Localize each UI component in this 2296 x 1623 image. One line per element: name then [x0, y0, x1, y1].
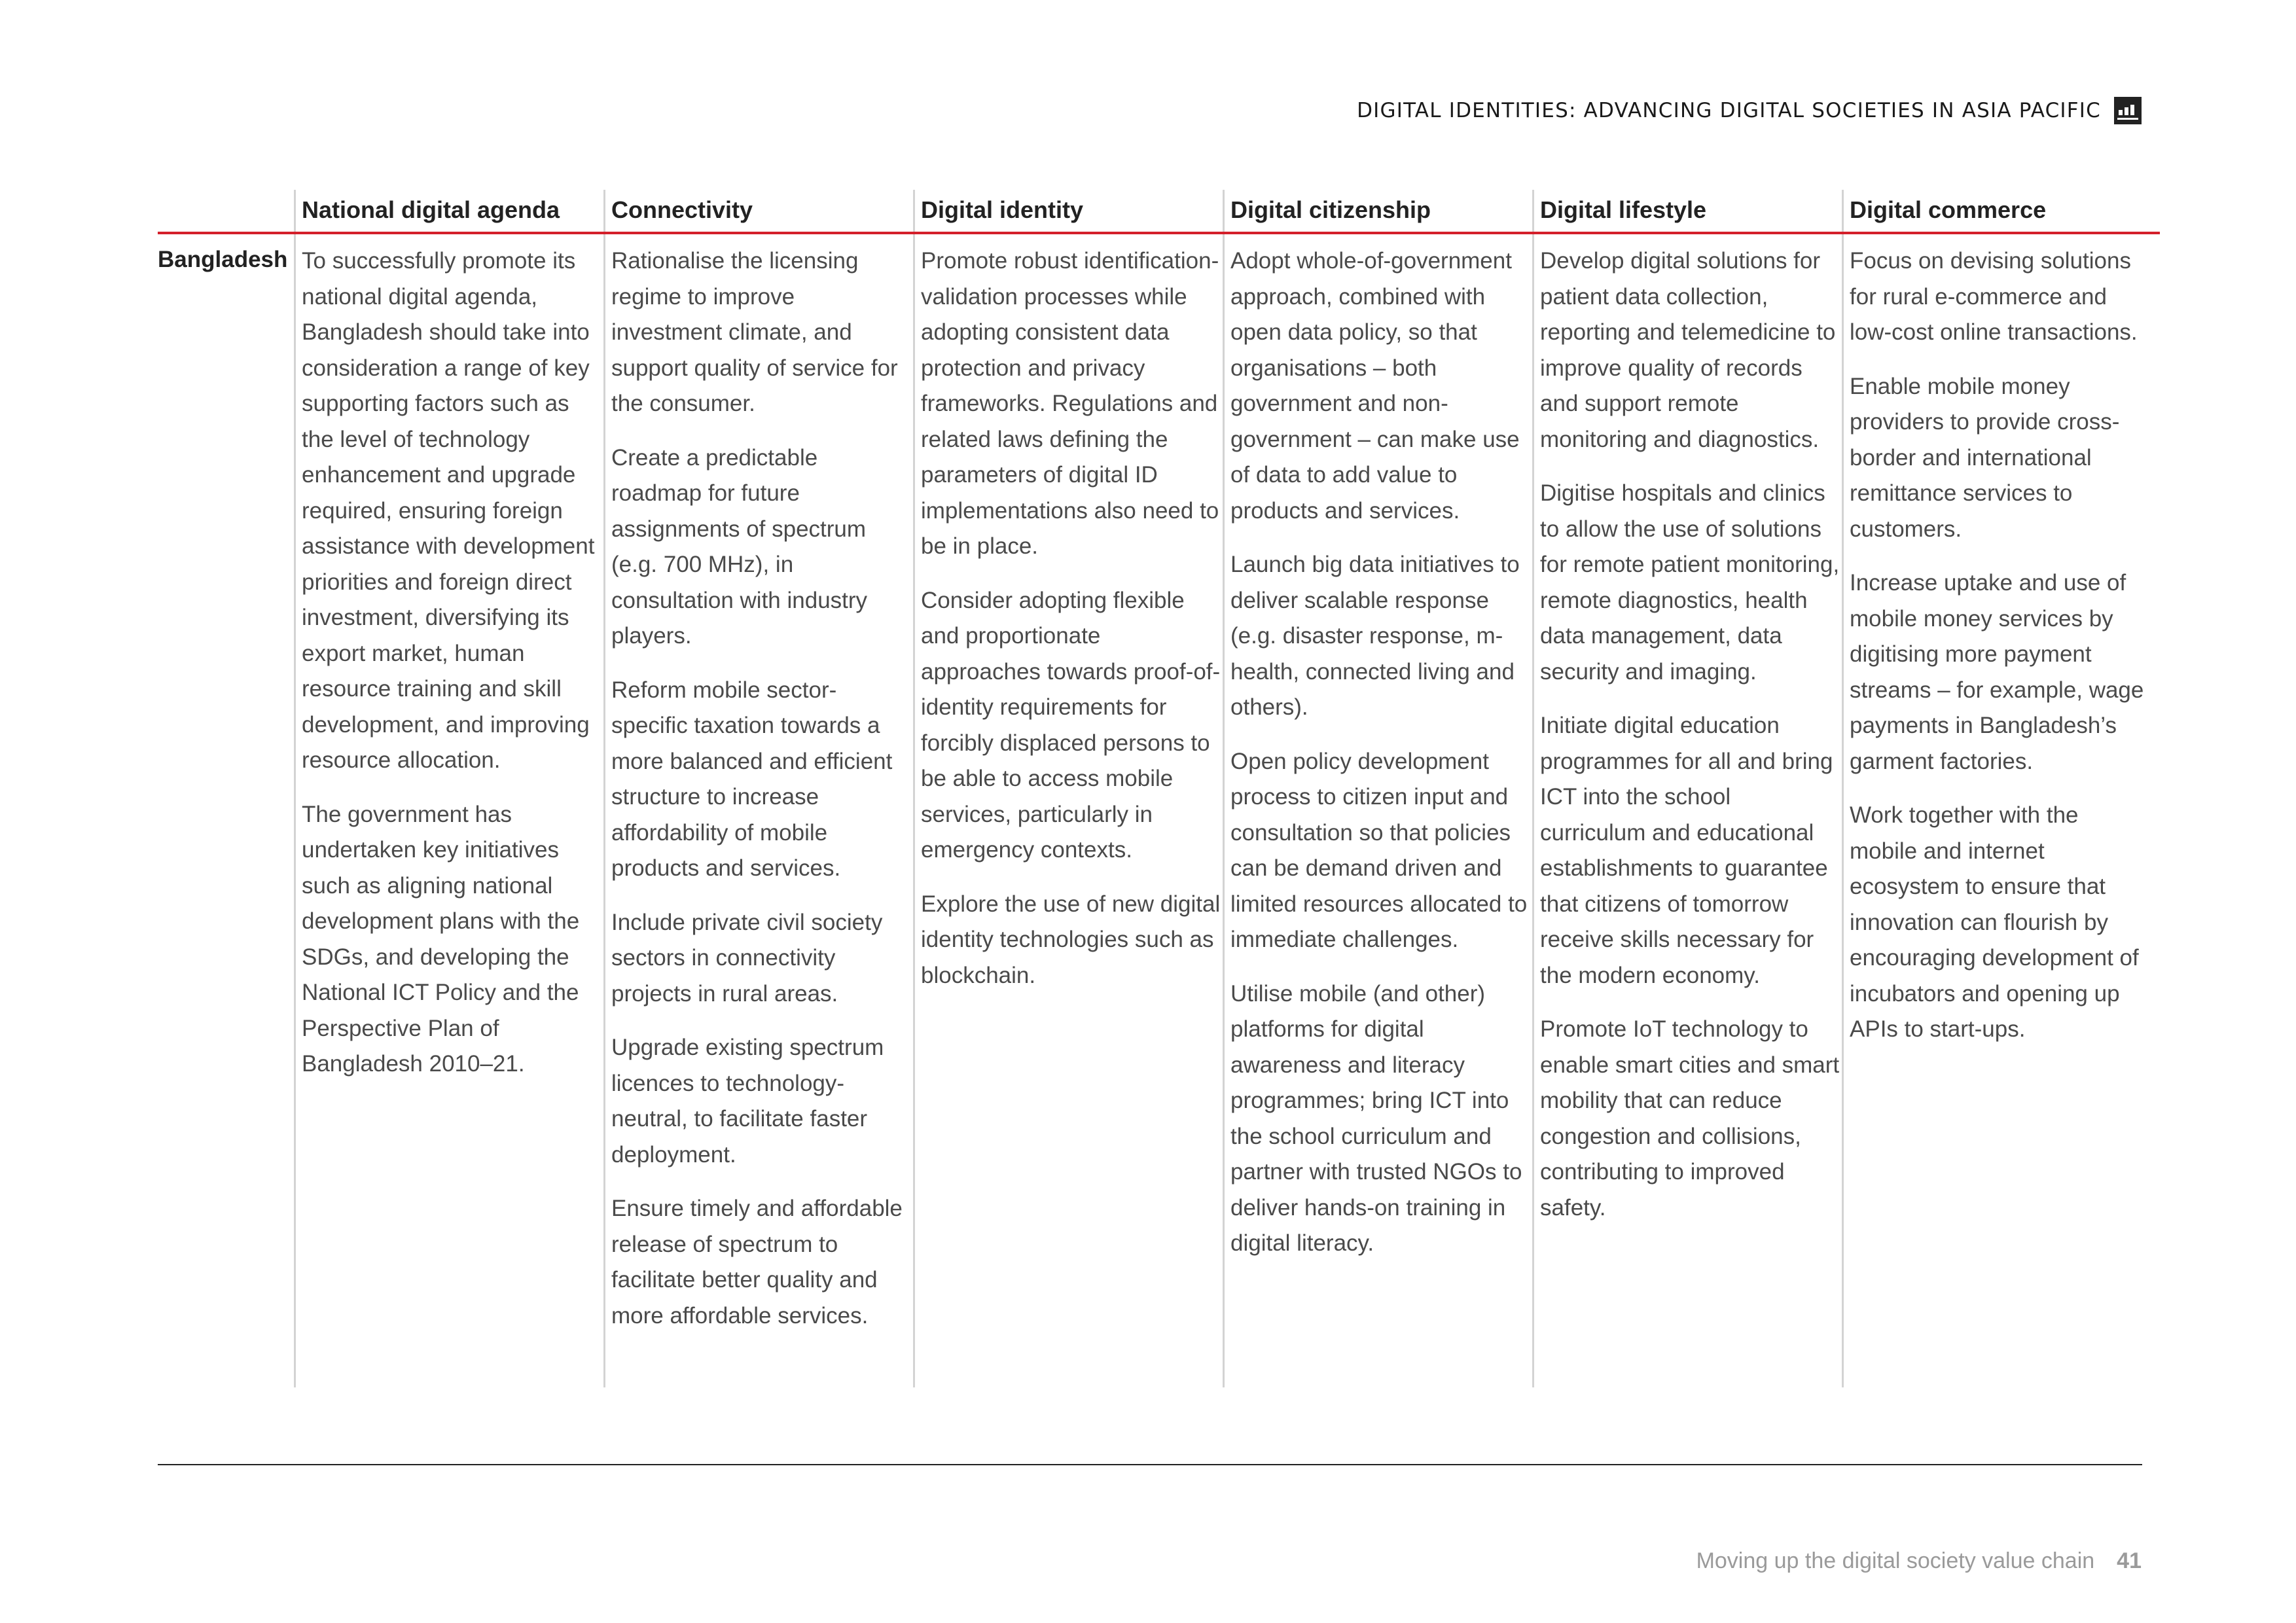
cell-digital-lifestyle — [1540, 243, 1840, 1244]
cell-connectivity — [611, 243, 911, 1352]
footer-section-title: Moving up the digital society value chain — [1696, 1548, 2095, 1573]
column-header-connectivity: Connectivity — [611, 196, 753, 223]
cell-paragraph: Adopt whole-of-government approach, combined with open data policy, so that organisations – both government and non-government – can make use of data to add value to products and services. — [1230, 248, 1520, 524]
page-number: 41 — [2117, 1548, 2142, 1573]
cell-paragraph: Launch big data initiatives to deliver scalable response (e.g. disaster response, m-health, connected living and others). — [1230, 552, 1520, 720]
cell-paragraph: Promote robust identification-validation processes while adopting consistent data protection and privacy frameworks. Regulations and related laws defining the parameters of digital ID implementations also need to be in place. — [921, 248, 1219, 559]
cell-national-digital-agenda — [302, 243, 601, 1101]
column-divider — [1223, 190, 1225, 1387]
cell-paragraph: Upgrade existing spectrum licences to technology-neutral, to facilitate faster deployment. — [611, 1035, 884, 1168]
page-header — [1357, 97, 2142, 124]
cell-paragraph: Reform mobile sector-specific taxation towards a more balanced and efficient structure to increase affordability of mobile products and services. — [611, 677, 893, 881]
column-header-national-digital-agenda: National digital agenda — [302, 196, 560, 223]
document-title: DIGITAL IDENTITIES: ADVANCING DIGITAL SOCIETIES IN ASIA PACIFIC — [1357, 99, 2101, 122]
column-header-digital-identity: Digital identity — [921, 196, 1084, 223]
cell-paragraph: Utilise mobile (and other) platforms for digital awareness and literacy programmes; bring ICT into the school curriculum and partner with trusted NGOs to deliver hands-on training in digital literacy. — [1230, 980, 1522, 1256]
column-divider — [913, 190, 915, 1387]
column-header-digital-lifestyle: Digital lifestyle — [1540, 196, 1707, 223]
cell-paragraph: Initiate digital education programmes for all and bring ICT into the school curriculum and educational establishments to guarantee that citizens of tomorrow receive skills necessary for the modern economy. — [1540, 713, 1833, 988]
cell-paragraph: Consider adopting flexible and proportionate approaches towards proof-of-identity requirements for forcibly displaced persons to be able to access mobile services, particularly in emergency contexts. — [921, 587, 1221, 863]
cell-paragraph: Focus on devising solutions for rural e-commerce and low-cost online transactions. — [1850, 248, 2138, 345]
column-divider — [294, 190, 296, 1387]
column-divider — [1532, 190, 1534, 1387]
gsma-chart-icon — [2114, 97, 2142, 124]
row-label-country: Bangladesh — [158, 247, 288, 272]
cell-paragraph: Explore the use of new digital identity technologies such as blockchain. — [921, 891, 1221, 988]
cell-digital-identity — [921, 243, 1221, 1012]
column-divider — [603, 190, 605, 1387]
cell-paragraph: Digitise hospitals and clinics to allow the use of solutions for remote patient monitoring, remote diagnostics, health data management, data security and imaging. — [1540, 480, 1840, 685]
footer-rule — [158, 1464, 2142, 1465]
cell-digital-citizenship — [1230, 243, 1530, 1280]
cell-paragraph: Increase uptake and use of mobile money services by digitising more payment streams – for example, wage payments in Bangladesh’s garment factories. — [1850, 570, 2144, 774]
cell-paragraph: Enable mobile money providers to provide cross-border and international remittance services to customers. — [1850, 373, 2120, 542]
cell-paragraph: The government has undertaken key initiatives such as aligning national development plans with the SDGs, and developing the National ICT Policy and the Perspective Plan of Bangladesh 2010–21. — [302, 801, 580, 1077]
column-header-digital-commerce: Digital commerce — [1850, 196, 2047, 223]
cell-paragraph: Develop digital solutions for patient data collection, reporting and telemedicine to improve quality of records and support remote monitoring and diagnostics. — [1540, 248, 1836, 452]
cell-paragraph: Include private civil society sectors in connectivity projects in rural areas. — [611, 909, 883, 1007]
cell-digital-commerce — [1850, 243, 2149, 1066]
cell-paragraph: Work together with the mobile and internet ecosystem to ensure that innovation can flourish by encouraging development of incubators and opening up APIs to start-ups. — [1850, 802, 2139, 1042]
column-divider — [1842, 190, 1844, 1387]
column-header-digital-citizenship: Digital citizenship — [1230, 196, 1431, 223]
header-rule — [158, 232, 2160, 234]
page-footer — [1696, 1548, 2142, 1574]
cell-paragraph: Open policy development process to citizen input and consultation so that policies can be demand driven and limited resources allocated to immediate challenges. — [1230, 748, 1528, 952]
cell-paragraph: Create a predictable roadmap for future assignments of spectrum (e.g. 700 MHz), in consultation with industry players. — [611, 444, 868, 649]
cell-paragraph: Rationalise the licensing regime to improve investment climate, and support quality of service for the consumer. — [611, 248, 898, 416]
cell-paragraph: To successfully promote its national digital agenda, Bangladesh should take into consideration a range of key supporting factors such as the level of technology enhancement and upgrade required, ensuring foreign assistance with development priorities and foreign direct investment, diversifying its export market, human resource training and skill development, and improving resource allocation. — [302, 248, 595, 773]
cell-paragraph: Ensure timely and affordable release of spectrum to facilitate better quality and more affordable services. — [611, 1196, 903, 1329]
cell-paragraph: Promote IoT technology to enable smart cities and smart mobility that can reduce congestion and collisions, contributing to improved safety. — [1540, 1016, 1840, 1221]
